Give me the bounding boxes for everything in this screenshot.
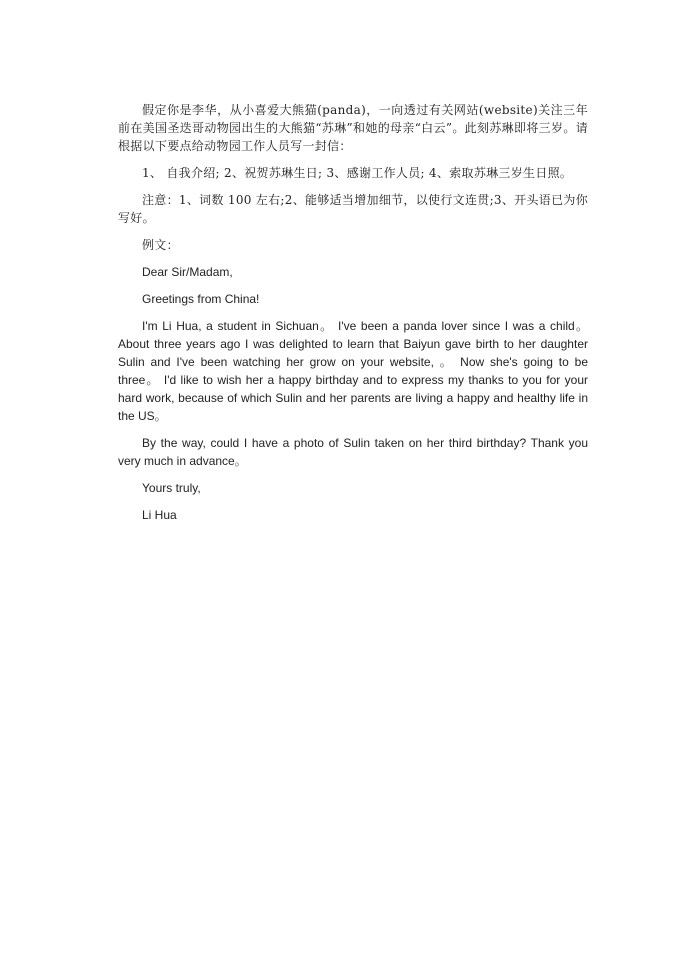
letter-signature: Li Hua [142,508,177,522]
letter-closing: Yours truly, [142,481,201,495]
letter-salutation: Dear Sir/Madam, [142,265,233,279]
letter-body-paragraph-2: By the way, could I have a photo of Sulin taken on her third birthday? Thank you very much in advance。 [118,436,588,468]
letter-body-paragraph-1: I'm Li Hua, a student in Sichuan。 I've been a panda lover since I was a child。 About three years ago I was delighted to learn that Baiyun gave birth to her daughter Sulin and I've been watching her grow on your website, 。 Now she's going to be three。 I'd like to wish her a happy birthday and to express my thanks to you for your hard work, because of which Sulin and her parents are living a happy and healthy life in the US。 [118,319,588,423]
prompt-intro: 假定你是李华，从小喜爱大熊猫(panda)，一向透过有关网站(website)关注三年前在美国圣迭哥动物园出生的大熊猫“苏琳”和她的母亲“白云”。此刻苏琳即将三岁。请根据以下要点给动物园工作人员写一封信： [118,103,588,153]
document-page [118,101,588,533]
prompt-points: 1、 自我介绍; 2、祝贺苏琳生日; 3、感谢工作人员; 4、索取苏琳三岁生日照。 [142,166,573,180]
example-label: 例文： [142,238,179,252]
letter-greeting: Greetings from China! [142,292,260,306]
prompt-notes: 注意：1、词数 100 左右;2、能够适当增加细节，以使行文连贯;3、开头语已为你写好。 [118,193,588,225]
